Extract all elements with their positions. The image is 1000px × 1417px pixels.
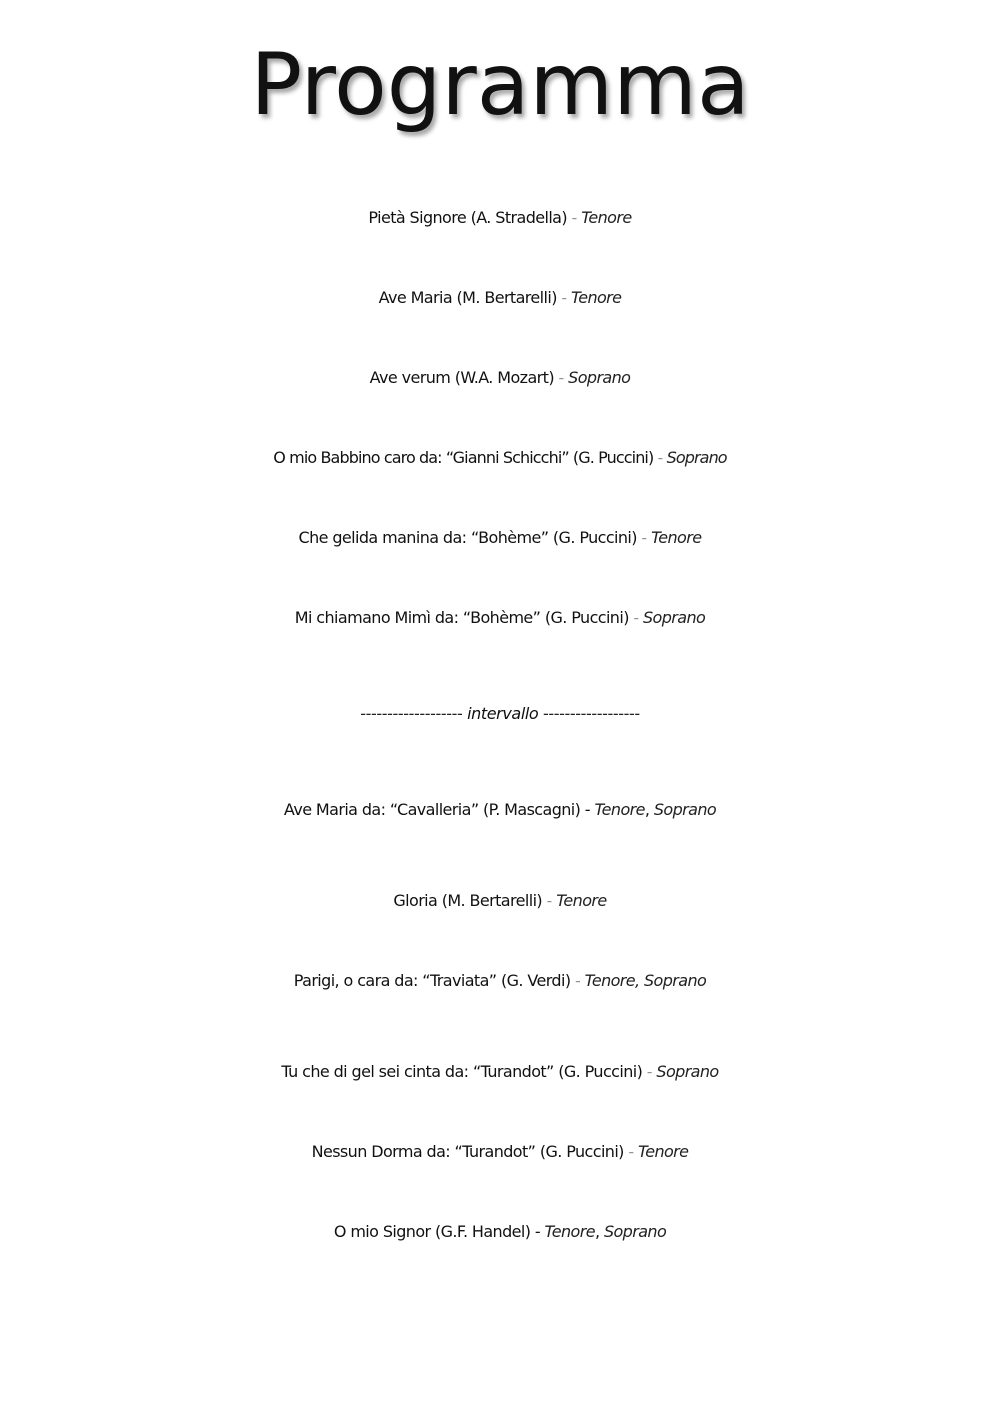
separator: - [580,800,595,819]
performer: Tenore [556,891,607,910]
program-item [0,198,1000,238]
performer: Tenore [638,1142,689,1161]
program-item [0,1132,1000,1172]
performer: Tenore [544,1222,595,1241]
separator: - [530,1222,545,1241]
piece-title: O mio Signor (G.F. Handel) [333,1222,531,1241]
dash-line-right: ------------------ [543,704,640,723]
piece-title: Pietà Signore (A. Stradella) [368,208,568,227]
performer: Soprano [568,368,631,387]
separator: - [556,288,572,307]
program-item [0,961,1000,1001]
separator: - [553,368,569,387]
separator: - [642,1062,657,1081]
separator: - [623,1142,638,1161]
performer: Tenore, Soprano [584,971,707,990]
separator: - [636,528,652,547]
piece-title: Che gelida manina da: “Bohème” (G. Puccini) [298,528,637,547]
performer-join: , [644,800,654,819]
performer: Soprano [643,608,706,627]
program-item [0,358,1000,398]
program-item [0,881,1000,921]
separator: - [542,891,557,910]
program-item [0,278,1000,318]
program-item [0,518,1000,558]
performer-join: , [594,1222,604,1241]
dash-line-left: ------------------- [360,704,463,723]
piece-title: Nessun Dorma da: “Turandot” (G. Puccini) [311,1142,624,1161]
performer: Tenore [651,528,702,547]
program-item [0,790,1000,830]
page-title: Programma [250,35,750,135]
piece-title: Ave Maria da: “Cavalleria” (P. Mascagni) [283,800,581,819]
separator: - [628,608,643,627]
piece-title: O mio Babbino caro da: “Gianni Schicchi” (G. Puccini) [273,448,654,467]
performer: Tenore [581,208,632,227]
piece-title: Tu che di gel sei cinta da: “Turandot” (G. Puccini) [281,1062,643,1081]
intermission-divider [0,694,1000,734]
separator: - [567,208,582,227]
piece-title: Ave verum (W.A. Mozart) [369,368,554,387]
program-item [0,1052,1000,1092]
program-item [0,438,1000,478]
program-item [0,598,1000,638]
piece-title: Parigi, o cara da: “Traviata” (G. Verdi) [293,971,571,990]
intermission-label: intervallo [467,704,539,723]
piece-title: Mi chiamano Mimì da: “Bohème” (G. Puccini) [294,608,629,627]
performer: Tenore [571,288,622,307]
program-item [0,1212,1000,1252]
performer: Soprano [603,1222,667,1241]
performer: Soprano [653,800,717,819]
performer: Soprano [666,448,727,467]
piece-title: Ave Maria (M. Bertarelli) [378,288,557,307]
performer: Soprano [656,1062,719,1081]
performer: Tenore [594,800,645,819]
piece-title: Gloria (M. Bertarelli) [393,891,543,910]
separator: - [653,448,667,467]
separator: - [570,971,585,990]
